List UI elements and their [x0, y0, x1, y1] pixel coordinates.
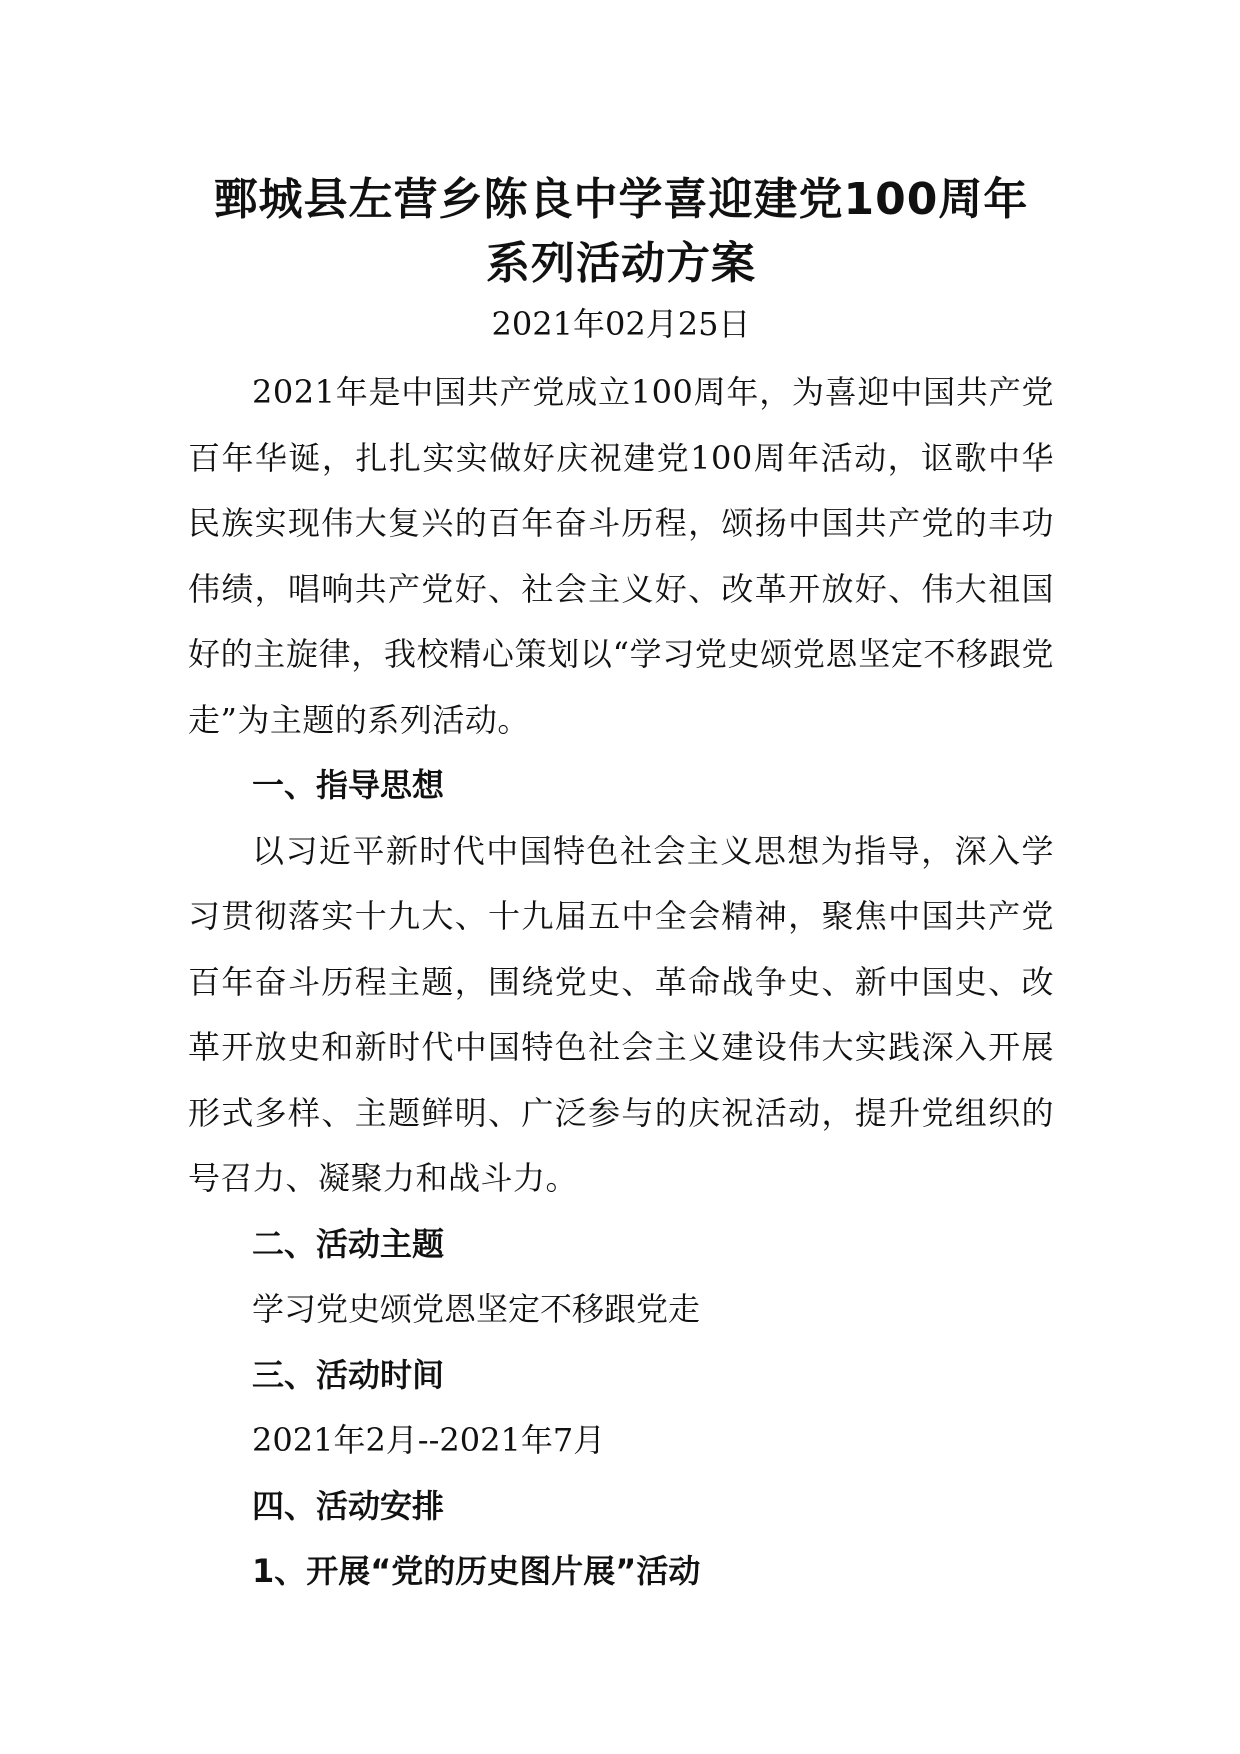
title-line-2: 系列活动方案 [486, 238, 756, 289]
arrangement-item-1: 1、开展“党的历史图片展”活动 [252, 1552, 701, 1590]
document-title [188, 168, 1054, 296]
activity-theme-text: 学习党史颂党恩坚定不移跟党走 [252, 1290, 701, 1328]
intro-paragraph: 2021年是中国共产党成立100周年，为喜迎中国共产党百年华诞，扎扎实实做好庆祝建党100周年活动，讴歌中华民族实现伟大复兴的百年奋斗历程，颂扬中国共产党的丰功伟绩，唱响共产党好、社会主义好、改革开放好、伟大祖国好的主旋律，我校精心策划以“学习党史颂党恩坚定不移跟党走”为主题的系列活动。 [188, 373, 1054, 739]
document-date: 2021年02月25日 [491, 305, 751, 343]
guiding-ideology-paragraph: 以习近平新时代中国特色社会主义思想为指导，深入学习贯彻落实十九大、十九届五中全会精神，聚焦中国共产党百年奋斗历程主题，围绕党史、革命战争史、新中国史、改革开放史和新时代中国特色社会主义建设伟大实践深入开展形式多样、主题鲜明、广泛参与的庆祝活动，提升党组织的号召力、凝聚力和战斗力。 [188, 831, 1054, 1197]
document-content [188, 168, 1054, 1605]
activity-time-text: 2021年2月--2021年7月 [252, 1421, 606, 1459]
section-heading-activity-time: 三、活动时间 [252, 1355, 445, 1394]
section-heading-activity-arrangement: 四、活动安排 [252, 1486, 445, 1525]
title-line-1: 鄄城县左营乡陈良中学喜迎建党100周年 [213, 174, 1029, 225]
section-heading-guiding-ideology: 一、指导思想 [252, 766, 445, 804]
section-heading-activity-theme: 二、活动主题 [252, 1224, 445, 1263]
